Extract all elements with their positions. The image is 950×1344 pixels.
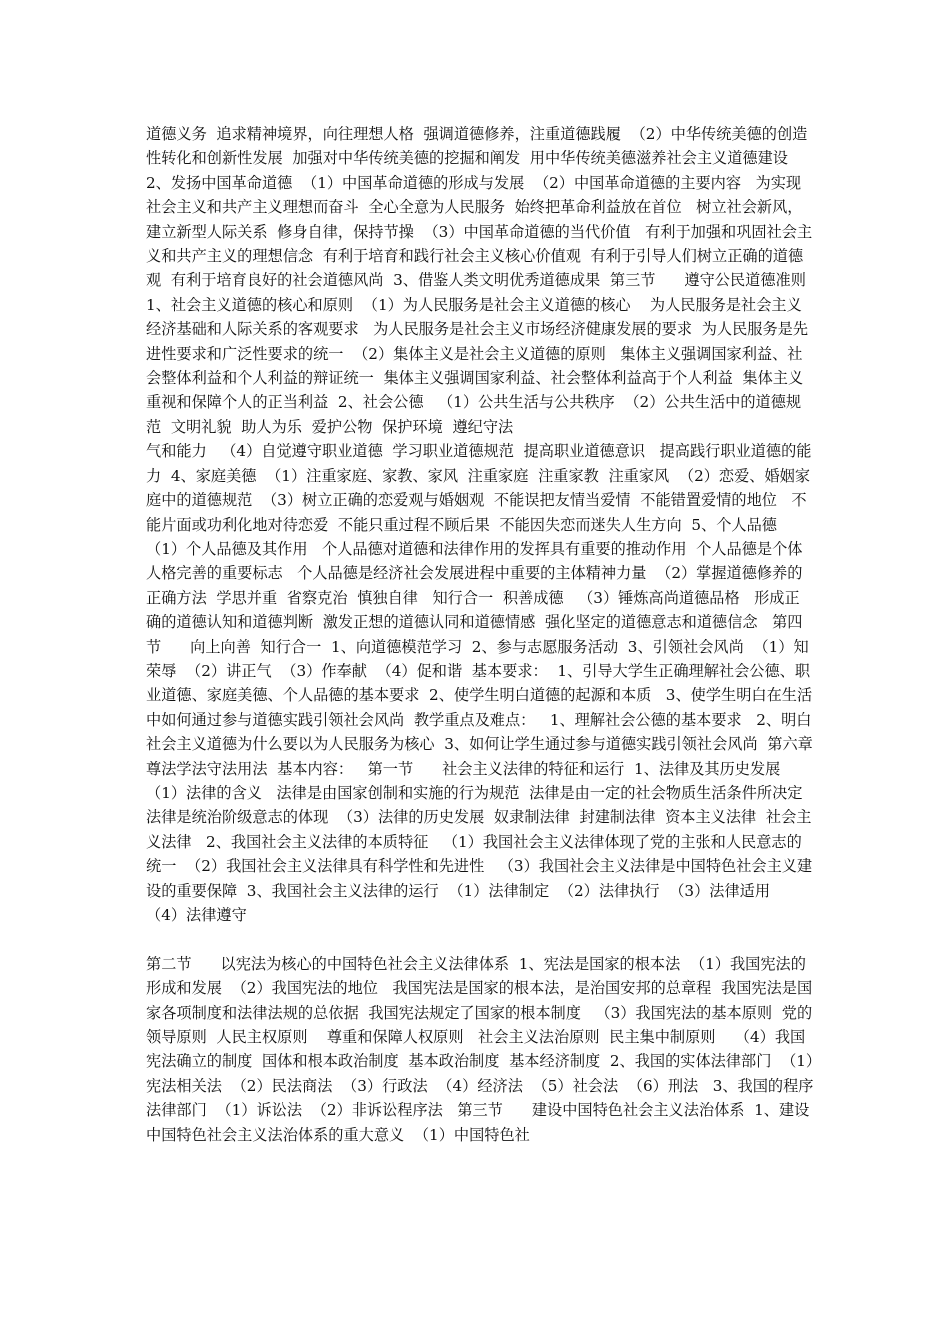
paragraph-2: 气和能力 （4）自觉遵守职业道德 学习职业道德规范 提高职业道德意识 提高践行职业道德的能力 4、家庭美德 （1）注重家庭、家教、家风 注重家庭 注重家教 注重家风 （2）恋爱、婚姻家庭中的道德规范 （3）树立正确的恋爱观与婚姻观 不能误把友情当爱情 不能错置爱情的地位 不能片面或功利化地对待恋爱 不能只重过程不顾后果 不能因失恋而迷失人生方向 5、个人品德 （1）个人品德及其作用 个人品德对道德和法律作用的发挥具有重要的推动作用 个人品德是个体人格完善的重要标志 个人品德是经济社会发展进程中重要的主体精神力量 （2）掌握道德修养的正确方法 学思并重 省察克治 慎独自律 知行合一 积善成德 （3）锤炼高尚道德品格 形成正确的道德认知和道德判断 激发正想的道德认同和道德情感 强化坚定的道德意志和道德信念 第四节 向上向善 知行合一 1、向道德模范学习 2、参与志愿服务活动 3、引领社会风尚 （1）知荣辱 （2）讲正气 （3）作奉献 （4）促和谐 基本要求： 1、引导大学生正确理解社会公德、职业道德、家庭美德、个人品德的基本要求 2、使学生明白道德的起源和本质 3、使学生明白在生活中如何通过参与道德实践引领社会风尚 教学重点及难点： 1、理解社会公德的基本要求 2、明白社会主义道德为什么要以为人民服务为核心 3、如何让学生通过参与道德实践引领社会风尚 第六章 尊法学法守法用法 基本内容： 第一节 社会主义法律的特征和运行 1、法律及其历史发展 （1）法律的含义 法律是由国家创制和实施的行为规范 法律是由一定的社会物质生活条件所决定 法律是统治阶级意志的体现 （3）法律的历史发展 奴隶制法律 封建制法律 资本主义法律 社会主义法律 2、我国社会主义法律的本质特征 （1）我国社会主义法律体现了党的主张和人民意志的统一 （2）我国社会主义法律具有科学性和先进性 （3）我国社会主义法律是中国特色社会主义建设的重要保障 3、我国社会主义法律的运行 （1）法律制定 （2）法律执行 （3）法律适用 （4）法律遵守 — [146, 442, 833, 924]
paragraph-1: 道德义务 追求精神境界，向往理想人格 强调道德修养，注重道德践履 （2）中华传统美德的创造性转化和创新性发展 加强对中华传统美德的挖掘和阐发 用中华传统美德滋养社会主义道德建设 2、发扬中国革命道德 （1）中国革命道德的形成与发展 （2）中国革命道德的主要内容 为实现社会主义和共产主义理想而奋斗 全心全意为人民服务 始终把革命利益放在首位 树立社会新风，建立新型人际关系 修身自律，保持节操 （3）中国革命道德的当代价值 有利于加强和巩固社会主义和共产主义的理想信念 有利于培育和践行社会主义核心价值观 有利于引导人们树立正确的道德观 有利于培育良好的社会道德风尚 3、借鉴人类文明优秀道德成果 第三节 遵守公民道德准则 1、社会主义道德的核心和原则 （1）为人民服务是社会主义道德的核心 为人民服务是社会主义经济基础和人际关系的客观要求 为人民服务是社会主义市场经济健康发展的要求 为人民服务是先进性要求和广泛性要求的统一 （2）集体主义是社会主义道德的原则 集体主义强调国家利益、社会整体利益和个人利益的辩证统一 集体主义强调国家利益、社会整体利益高于个人利益 集体主义重视和保障个人的正当利益 2、社会公德 （1）公共生活与公共秩序 （2）公共生活中的道德规范 文明礼貌 助人为乐 爱护公物 保护环境 遵纪守法 — [146, 125, 816, 436]
document-body — [146, 122, 833, 1147]
paragraph-spacer — [146, 927, 814, 951]
paragraph-3: 第二节 以宪法为核心的中国特色社会主义法律体系 1、宪法是国家的根本法 （1）我国宪法的形成和发展 （2）我国宪法的地位 我国宪法是国家的根本法，是治国安邦的总章程 我国宪法是国家各项制度和法律法规的总依据 我国宪法规定了国家的根本制度 （3）我国宪法的基本原则 党的领导原则 人民主权原则 尊重和保障人权原则 社会主义法治原则 民主集中制原则 （4）我国宪法确立的制度 国体和根本政治制度 基本政治制度 基本经济制度 2、我国的实体法律部门 （1）宪法相关法 （2）民法商法 （3）行政法 （4）经济法 （5）社会法 （6）刑法 3、我国的程序法律部门 （1）诉讼法 （2）非诉讼程序法 第三节 建设中国特色社会主义法治体系 1、建设中国特色社会主义法治体系的重大意义 （1）中国特色社 — [146, 954, 814, 1144]
